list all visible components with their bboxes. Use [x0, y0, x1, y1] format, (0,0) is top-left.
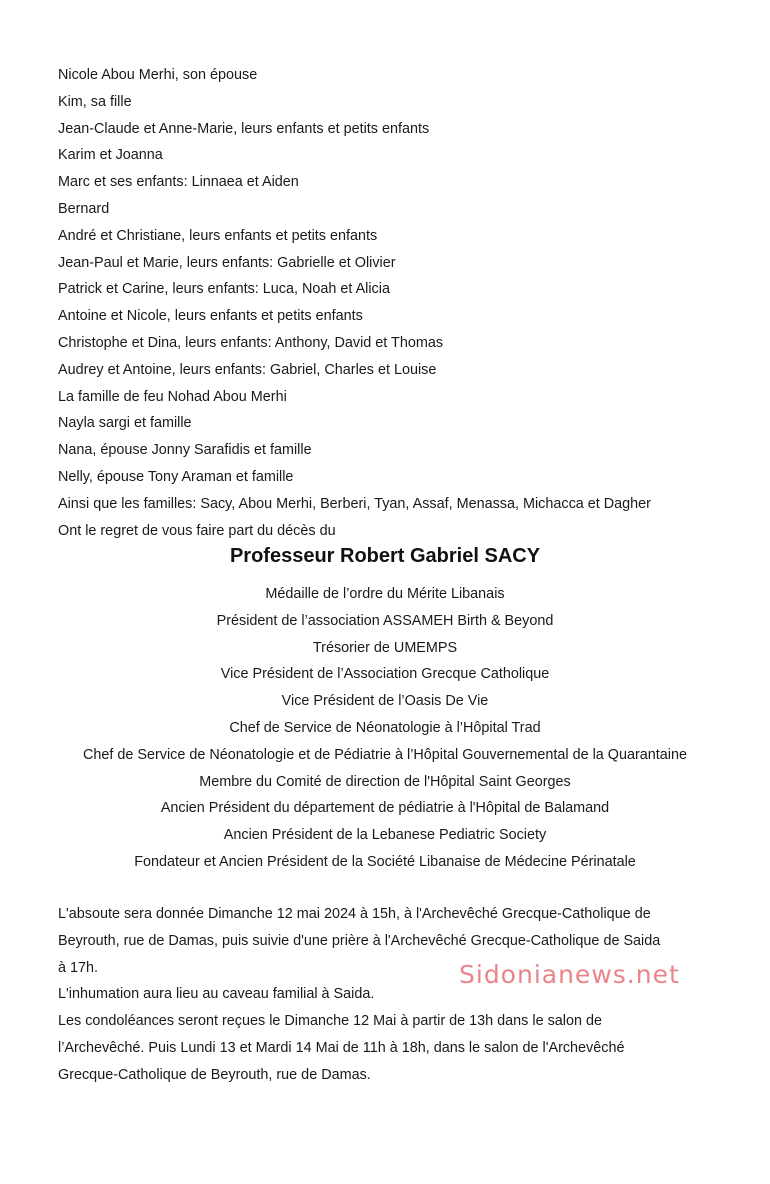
- family-line: Patrick et Carine, leurs enfants: Luca, Noah et Alicia: [58, 281, 390, 298]
- honor-line: Vice Président de l’Oasis De Vie: [281, 693, 489, 710]
- honor-line: Vice Président de l’Association Grecque Catholique: [220, 666, 550, 683]
- honor-line: Président de l’association ASSAMEH Birth & Beyond: [216, 612, 554, 629]
- family-line: Kim, sa fille: [58, 93, 132, 110]
- funeral-detail-line: à 17h.: [58, 959, 99, 976]
- honors-list: [0, 581, 770, 876]
- family-line: La famille de feu Nohad Abou Merhi: [58, 388, 287, 405]
- family-line: Marc et ses enfants: Linnaea et Aiden: [58, 174, 299, 191]
- honor-line: Fondateur et Ancien Président de la Société Libanaise de Médecine Périnatale: [134, 853, 636, 870]
- announcement-line: Ont le regret de vous faire part du décès du: [58, 522, 336, 539]
- funeral-detail-line: Grecque-Catholique de Beyrouth, rue de Damas.: [58, 1066, 371, 1083]
- family-line: Christophe et Dina, leurs enfants: Anthony, David et Thomas: [58, 334, 444, 351]
- family-line: Nayla sargi et famille: [58, 415, 192, 432]
- honor-line: Trésorier de UMEMPS: [312, 639, 458, 656]
- honor-line: Membre du Comité de direction de l'Hôpital Saint Georges: [199, 773, 571, 790]
- funeral-detail-line: L'inhumation aura lieu au caveau familial à Saida.: [58, 986, 375, 1003]
- family-line: Antoine et Nicole, leurs enfants et petits enfants: [58, 308, 363, 325]
- honor-line: Ancien Président du département de pédiatrie à l'Hôpital de Balamand: [160, 800, 610, 817]
- funeral-detail-line: L'absoute sera donnée Dimanche 12 mai 2024 à 15h, à l'Archevêché Grecque-Catholique de: [58, 906, 651, 922]
- family-line: André et Christiane, leurs enfants et petits enfants: [58, 227, 378, 244]
- honor-line: Chef de Service de Néonatologie et de Pédiatrie à l’Hôpital Gouvernemental de la Quarantaine: [83, 746, 687, 763]
- family-line: Ainsi que les familles: Sacy, Abou Merhi, Berberi, Tyan, Assaf, Menassa, Michacca et Dagher: [58, 495, 651, 512]
- honor-line: Chef de Service de Néonatologie à l’Hôpital Trad: [229, 719, 541, 736]
- honor-line: Ancien Président de la Lebanese Pediatric Society: [223, 827, 547, 844]
- deceased-name-heading: Professeur Robert Gabriel SACY: [229, 545, 541, 567]
- funeral-detail-line: Beyrouth, rue de Damas, puis suivie d'une prière à l'Archevêché Grecque-Catholique de Saida: [58, 932, 661, 949]
- family-line: Nicole Abou Merhi, son épouse: [58, 67, 258, 83]
- family-line: Bernard: [58, 200, 110, 217]
- family-line: Nelly, épouse Tony Araman et famille: [58, 468, 294, 485]
- funeral-detail-line: Les condoléances seront reçues le Dimanche 12 Mai à partir de 13h dans le salon de: [58, 1013, 602, 1030]
- family-list: [58, 62, 738, 544]
- watermark: Sidonianews.net: [459, 960, 680, 989]
- funeral-details: [58, 901, 718, 1089]
- family-line: Audrey et Antoine, leurs enfants: Gabriel, Charles et Louise: [58, 361, 437, 378]
- honor-line: Médaille de l’ordre du Mérite Libanais: [265, 586, 505, 602]
- funeral-detail-line: l’Archevêché. Puis Lundi 13 et Mardi 14 Mai de 11h à 18h, dans le salon de l'Archevêché: [58, 1039, 625, 1056]
- family-line: Karim et Joanna: [58, 147, 163, 164]
- family-line: Jean-Claude et Anne-Marie, leurs enfants et petits enfants: [58, 120, 430, 137]
- family-line: Nana, épouse Jonny Sarafidis et famille: [58, 442, 312, 459]
- family-line: Jean-Paul et Marie, leurs enfants: Gabrielle et Olivier: [58, 254, 396, 271]
